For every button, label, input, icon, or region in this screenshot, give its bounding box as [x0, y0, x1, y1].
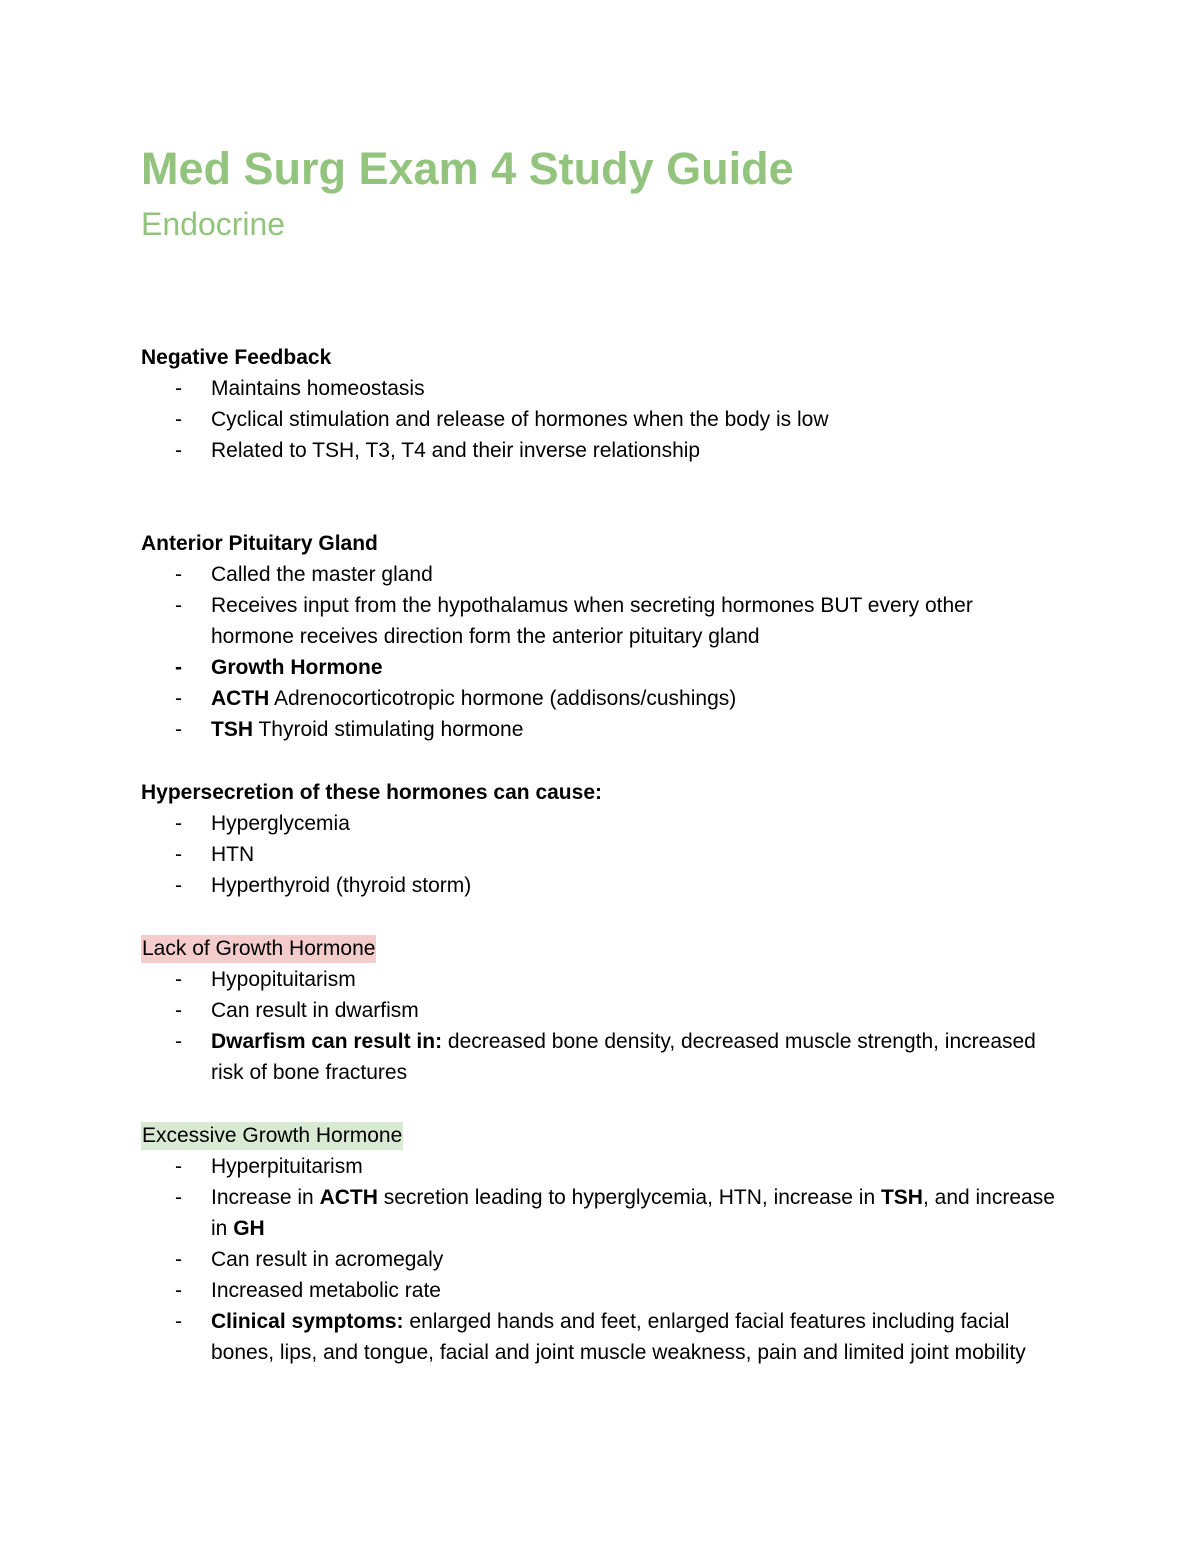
list-item: - Growth Hormone: [141, 652, 1061, 683]
bullet-dash: -: [175, 687, 182, 710]
bullet-dash: -: [175, 968, 182, 991]
bullet-dash: -: [175, 843, 182, 866]
bullet-list: [141, 559, 1061, 745]
section-heading: [141, 1120, 1061, 1151]
bullet-dash: -: [175, 874, 182, 897]
bullet-dash: -: [175, 1186, 182, 1209]
bullet-dash: -: [175, 999, 182, 1022]
bullet-dash: -: [175, 439, 182, 462]
section-anterior-pituitary: [141, 528, 1061, 745]
list-item: - Related to TSH, T3, T4 and their inverse relationship: [141, 435, 1061, 466]
bullet-dash: -: [175, 812, 182, 835]
list-item: - Hyperthyroid (thyroid storm): [141, 870, 1061, 901]
section-heading: Negative Feedback: [141, 346, 332, 369]
bullet-dash: -: [175, 718, 182, 741]
bullet-dash: -: [175, 377, 182, 400]
section-heading: [141, 933, 1061, 964]
bullet-dash: -: [175, 563, 182, 586]
list-item: - Increased metabolic rate: [141, 1275, 1061, 1306]
bullet-dash: -: [175, 1030, 182, 1053]
list-item: - Called the master gland: [141, 559, 1061, 590]
section-negative-feedback: [141, 342, 1061, 466]
list-item: - Increase in ACTH secretion leading to hyperglycemia, HTN, increase in TSH, and increase in GH: [141, 1182, 1061, 1244]
highlighted-heading-text: Lack of Growth Hormone: [141, 935, 376, 963]
list-item: - Can result in dwarfism: [141, 995, 1061, 1026]
list-item: - Hyperpituitarism: [141, 1151, 1061, 1182]
bullet-list: [141, 964, 1061, 1088]
bullet-list: [141, 1151, 1061, 1368]
list-item: - Maintains homeostasis: [141, 373, 1061, 404]
bullet-dash: -: [175, 1279, 182, 1302]
list-item: - TSH Thyroid stimulating hormone: [141, 714, 1061, 745]
list-item: - Can result in acromegaly: [141, 1244, 1061, 1275]
list-item: - HTN: [141, 839, 1061, 870]
document-subtitle: Endocrine: [141, 206, 286, 242]
section-hypersecretion: [141, 777, 1061, 901]
list-item: - Hypopituitarism: [141, 964, 1061, 995]
bullet-dash: -: [175, 1310, 182, 1333]
highlighted-heading-text: Excessive Growth Hormone: [141, 1122, 403, 1150]
list-item: - Dwarfism can result in: decreased bone density, decreased muscle strength, increased risk of bone fractures: [141, 1026, 1061, 1088]
list-item: - Clinical symptoms: enlarged hands and feet, enlarged facial features including facial bones, lips, and tongue, facial and joint muscle weakness, pain and limited joint mobility: [141, 1306, 1061, 1368]
bullet-list: [141, 373, 1061, 466]
section-heading: Anterior Pituitary Gland: [141, 532, 378, 555]
section-heading: Hypersecretion of these hormones can cause:: [141, 781, 602, 804]
bullet-dash: -: [175, 408, 182, 431]
document-title: Med Surg Exam 4 Study Guide: [141, 143, 794, 194]
bullet-list: [141, 808, 1061, 901]
bullet-dash: -: [175, 1155, 182, 1178]
bullet-dash: -: [175, 1248, 182, 1271]
section-excessive-growth-hormone: [141, 1120, 1061, 1368]
list-item: - ACTH Adrenocorticotropic hormone (addisons/cushings): [141, 683, 1061, 714]
bullet-dash: -: [175, 594, 182, 617]
list-item: - Hyperglycemia: [141, 808, 1061, 839]
section-lack-growth-hormone: [141, 933, 1061, 1088]
list-item: - Cyclical stimulation and release of hormones when the body is low: [141, 404, 1061, 435]
list-item: - Receives input from the hypothalamus when secreting hormones BUT every other hormone receives direction form the anterior pituitary gland: [141, 590, 1061, 652]
bullet-dash: -: [175, 656, 182, 679]
